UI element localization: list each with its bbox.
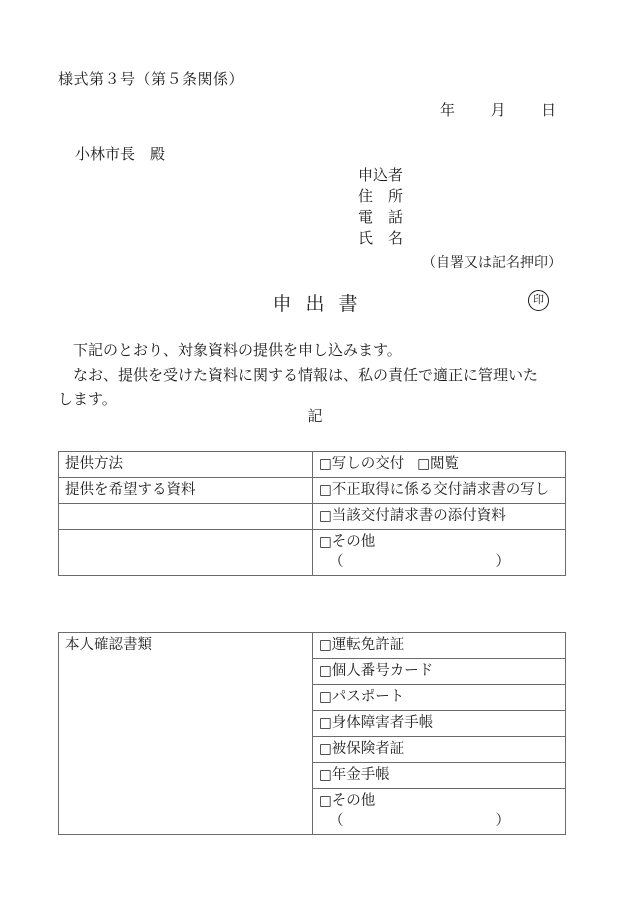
cell-option-attached-materials[interactable] bbox=[313, 504, 566, 530]
checkbox-label: パスポート bbox=[331, 689, 405, 705]
date-line bbox=[440, 99, 556, 120]
provision-table bbox=[58, 451, 566, 576]
checkbox-icon[interactable]: □ bbox=[319, 637, 332, 653]
address-label: 住 所 bbox=[358, 187, 404, 205]
checkbox-icon[interactable]: □ bbox=[319, 482, 332, 498]
checkbox-label: 不正取得に係る交付請求書の写し bbox=[331, 482, 550, 498]
checkbox-inspection[interactable] bbox=[417, 456, 459, 472]
phone-label: 電 話 bbox=[358, 208, 404, 226]
date-year-label: 年 bbox=[440, 101, 456, 119]
checkbox-icon[interactable]: □ bbox=[319, 508, 332, 524]
paren-close: ） bbox=[495, 554, 510, 570]
checkbox-label: その他 bbox=[331, 793, 376, 809]
checkbox-icon[interactable]: □ bbox=[319, 456, 332, 472]
cell-option-my-number-card[interactable] bbox=[313, 659, 566, 685]
checkbox-icon[interactable]: □ bbox=[319, 689, 332, 705]
cell-label-provision-method: 提供方法 bbox=[59, 452, 313, 478]
cell-label-empty-2 bbox=[59, 530, 313, 576]
name-label: 氏 名 bbox=[358, 229, 404, 247]
addressee: 小林市長 殿 bbox=[75, 145, 166, 163]
checkbox-icon[interactable]: □ bbox=[319, 715, 332, 731]
table-row bbox=[59, 633, 566, 659]
checkbox-icon[interactable]: □ bbox=[319, 663, 332, 679]
checkbox-icon[interactable]: □ bbox=[319, 741, 332, 757]
applicant-row-address bbox=[358, 186, 403, 207]
checkbox-label: 個人番号カード bbox=[331, 663, 434, 679]
paren-close: ） bbox=[495, 813, 510, 829]
other-material-blank[interactable] bbox=[319, 552, 560, 572]
table-row bbox=[59, 504, 566, 530]
form-number: 様式第３号（第５条関係） bbox=[58, 70, 245, 88]
identity-documents-table bbox=[58, 632, 566, 835]
checkbox-label: 写しの交付 bbox=[331, 456, 405, 472]
table-row bbox=[59, 530, 566, 576]
date-month-label: 月 bbox=[490, 101, 506, 119]
applicant-label: 申込者 bbox=[358, 166, 404, 184]
cell-option-other-identity[interactable] bbox=[313, 789, 566, 835]
other-identity-blank[interactable] bbox=[319, 811, 560, 831]
cell-option-disability-certificate[interactable] bbox=[313, 711, 566, 737]
checkbox-label: 被保険者証 bbox=[331, 741, 405, 757]
checkbox-label: 身体障害者手帳 bbox=[331, 715, 434, 731]
body-line-1: 下記のとおり、対象資料の提供を申し込みます。 bbox=[73, 341, 402, 359]
seal-stamp-icon: 印 bbox=[528, 290, 549, 311]
cell-label-requested-materials: 提供を希望する資料 bbox=[59, 478, 313, 504]
cell-label-empty-1 bbox=[59, 504, 313, 530]
paren-open: （ bbox=[329, 813, 344, 829]
cell-label-identity-documents: 本人確認書類 bbox=[59, 633, 313, 835]
cell-option-drivers-license[interactable] bbox=[313, 633, 566, 659]
page-title: 申出書 bbox=[272, 293, 372, 315]
checkbox-copy-delivery[interactable] bbox=[319, 456, 404, 472]
body-text bbox=[58, 338, 566, 412]
checkbox-label: その他 bbox=[331, 534, 376, 550]
ki-mark: 記 bbox=[307, 407, 323, 425]
checkbox-label: 年金手帳 bbox=[331, 767, 390, 783]
checkbox-icon[interactable]: □ bbox=[417, 456, 431, 472]
checkbox-icon[interactable]: □ bbox=[319, 793, 332, 809]
signature-note: （自署又は記名押印） bbox=[422, 255, 562, 271]
cell-options-provision-method bbox=[313, 452, 566, 478]
cell-option-other-material[interactable] bbox=[313, 530, 566, 576]
paren-open: （ bbox=[329, 554, 344, 570]
checkbox-icon[interactable]: □ bbox=[319, 767, 332, 783]
body-line-3: します。 bbox=[58, 390, 117, 408]
cell-option-pension-book[interactable] bbox=[313, 763, 566, 789]
cell-option-insurance-card[interactable] bbox=[313, 737, 566, 763]
table-row bbox=[59, 452, 566, 478]
table-row bbox=[59, 478, 566, 504]
checkbox-icon[interactable]: □ bbox=[319, 534, 332, 550]
cell-option-fraud-request-copy[interactable] bbox=[313, 478, 566, 504]
checkbox-label: 運転免許証 bbox=[331, 637, 405, 653]
cell-option-passport[interactable] bbox=[313, 685, 566, 711]
body-line-2: なお、提供を受けた資料に関する情報は、私の責任で適正に管理いた bbox=[73, 365, 539, 384]
applicant-row-phone bbox=[358, 207, 403, 228]
checkbox-label: 当該交付請求書の添付資料 bbox=[331, 508, 506, 524]
applicant-row-label bbox=[358, 165, 403, 186]
date-day-label: 日 bbox=[541, 101, 557, 119]
checkbox-label: 閲覧 bbox=[430, 456, 460, 472]
